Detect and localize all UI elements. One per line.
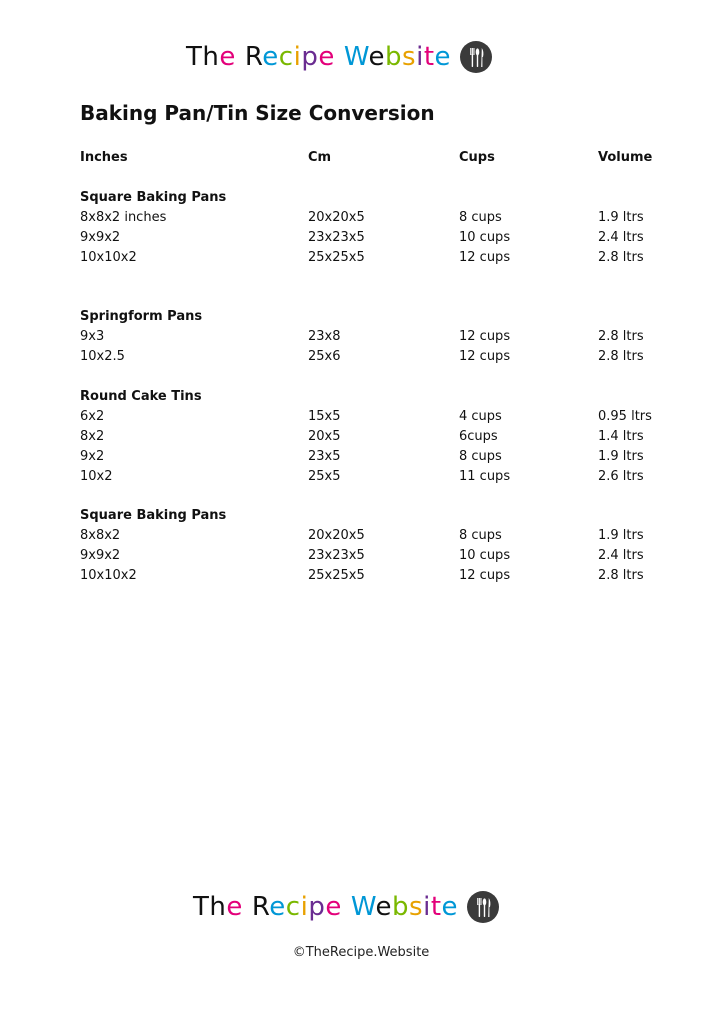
logo-word [245, 42, 335, 72]
logo-letter: e [219, 42, 236, 72]
table-cell: 6x2 [80, 408, 105, 424]
copyright-text: ©TheRecipe.Website [292, 945, 430, 960]
logo-letter: c [278, 42, 294, 72]
logo-letter: R [244, 42, 263, 72]
table-cell: 25x25x5 [308, 567, 365, 583]
table-cell: 20x20x5 [308, 527, 365, 543]
table-cell: 25x5 [308, 468, 341, 484]
table-cell: 25x6 [308, 348, 341, 364]
table-cell: 25x25x5 [308, 249, 365, 265]
column-header: Cm [308, 150, 332, 165]
logo-letter: W [343, 42, 369, 72]
table-cell: 10 cups [459, 547, 511, 563]
logo-letter: R [251, 892, 270, 922]
table-cell: 20x5 [308, 428, 341, 444]
table-cell: 10x2 [80, 468, 113, 484]
table-cell: 9x3 [80, 328, 105, 344]
table-cell: 1.9 ltrs [598, 527, 644, 543]
logo-letter: e [318, 42, 335, 72]
logo-letter: e [375, 892, 393, 922]
table-cell: 4 cups [459, 408, 502, 424]
table-cell: 2.8 ltrs [598, 328, 644, 344]
column-header: Inches [80, 150, 128, 165]
table-cell: 23x23x5 [308, 547, 365, 563]
section-title: Square Baking Pans [80, 190, 227, 205]
logo-letter: e [434, 42, 452, 72]
table-cell: 9x2 [80, 448, 105, 464]
table-cell: 9x9x2 [80, 229, 121, 245]
logo-letter: s [402, 42, 417, 72]
cutlery-icon [466, 890, 500, 924]
section-title: Square Baking Pans [80, 508, 227, 523]
table-cell: 12 cups [459, 348, 511, 364]
logo-letter: i [293, 42, 302, 72]
section-title: Springform Pans [80, 309, 203, 324]
column-header: Volume [598, 150, 653, 165]
logo-letter: c [285, 892, 301, 922]
logo-letter: e [262, 42, 279, 72]
logo-letter: t [430, 892, 442, 922]
table-cell: 2.8 ltrs [598, 348, 644, 364]
table-cell: 1.9 ltrs [598, 209, 644, 225]
logo-letter: h [202, 42, 220, 72]
footer-logo [193, 890, 500, 924]
table-cell: 12 cups [459, 567, 511, 583]
logo-letter: T [193, 892, 210, 922]
table-cell: 2.4 ltrs [598, 547, 644, 563]
logo-letter: p [308, 892, 326, 922]
logo-letter: i [423, 892, 431, 922]
logo-letter: e [226, 892, 243, 922]
table-cell: 9x9x2 [80, 547, 121, 563]
table-cell: 1.9 ltrs [598, 448, 644, 464]
logo-word [344, 42, 451, 72]
table-cell: 2.4 ltrs [598, 229, 644, 245]
logo-letter: b [385, 42, 403, 72]
table-cell: 11 cups [459, 468, 511, 484]
logo-letter: t [423, 42, 435, 72]
logo-letter: i [416, 42, 424, 72]
table-cell: 10x10x2 [80, 567, 137, 583]
header-logo [186, 40, 493, 74]
table-cell: 8 cups [459, 448, 502, 464]
page-title: Baking Pan/Tin Size Conversion [80, 101, 435, 125]
table-cell: 2.8 ltrs [598, 249, 644, 265]
logo-letter: p [301, 42, 319, 72]
logo-word [186, 42, 236, 72]
table-cell: 10x2.5 [80, 348, 125, 364]
table-cell: 12 cups [459, 328, 511, 344]
logo-letter: T [186, 42, 203, 72]
logo-letter: e [441, 892, 459, 922]
table-cell: 8x8x2 [80, 527, 121, 543]
table-cell: 23x23x5 [308, 229, 365, 245]
table-cell: 0.95 ltrs [598, 408, 652, 424]
logo-letter: e [325, 892, 342, 922]
column-header: Cups [459, 150, 495, 165]
logo-letter: b [392, 892, 410, 922]
table-cell: 23x8 [308, 328, 341, 344]
table-cell: 15x5 [308, 408, 341, 424]
table-cell: 2.8 ltrs [598, 567, 644, 583]
logo-word [252, 892, 342, 922]
logo-letter: e [368, 42, 386, 72]
table-cell: 1.4 ltrs [598, 428, 644, 444]
logo-letter: s [409, 892, 424, 922]
cutlery-icon [459, 40, 493, 74]
logo-letter: e [269, 892, 286, 922]
table-cell: 8 cups [459, 527, 502, 543]
logo-word [193, 892, 243, 922]
logo-word [351, 892, 458, 922]
logo-letter: h [209, 892, 227, 922]
table-cell: 10 cups [459, 229, 511, 245]
table-cell: 8x2 [80, 428, 105, 444]
logo-letter: W [350, 892, 376, 922]
table-cell: 12 cups [459, 249, 511, 265]
table-cell: 8x8x2 inches [80, 209, 167, 225]
table-cell: 6cups [459, 428, 498, 444]
table-cell: 8 cups [459, 209, 502, 225]
table-cell: 23x5 [308, 448, 341, 464]
table-cell: 2.6 ltrs [598, 468, 644, 484]
logo-letter: i [300, 892, 309, 922]
table-cell: 20x20x5 [308, 209, 365, 225]
table-cell: 10x10x2 [80, 249, 137, 265]
section-title: Round Cake Tins [80, 389, 202, 404]
